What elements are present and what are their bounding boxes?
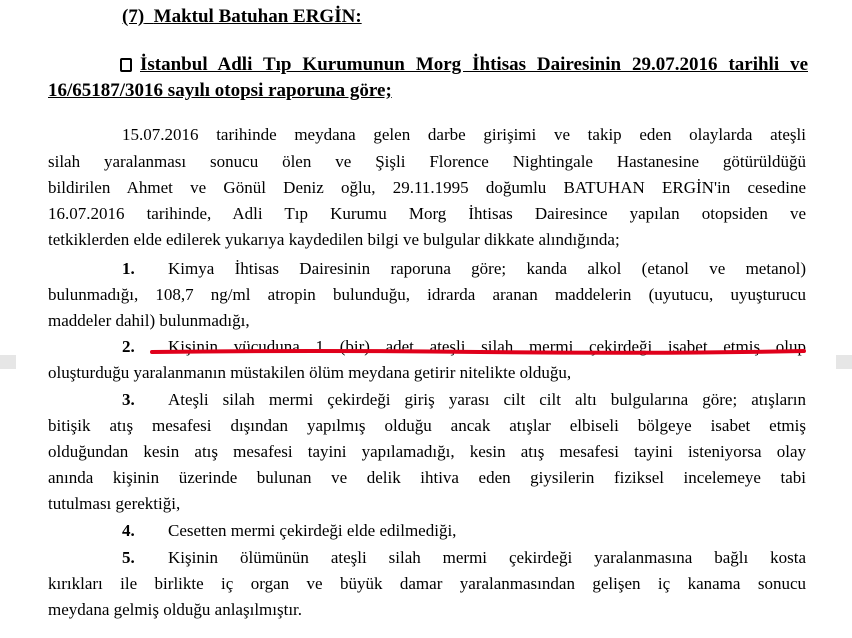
item-3-first-line: Ateşli silah mermi çekirdeği giriş yarası cilt cilt altı bulgularına göre; atışların (168, 390, 806, 409)
subheading-line-2: 16/65187/3016 sayılı otopsi raporuna göre; (48, 80, 392, 101)
item-2-line-2: oluşturduğu yaralanmanın müstakilen ölüm meydana getirir nitelikte olduğu, (48, 363, 572, 382)
item-1-line-2: bulunmadığı, 108,7 ng/ml atropin bulunduğu, idrarda aranan maddelerin (uyutucu, uyuşturucu (48, 285, 806, 304)
item-1-number: 1. (122, 259, 135, 278)
item-3-line-5: tutulması gerektiği, (48, 494, 181, 513)
intro-line-1: 15.07.2016 tarihinde meydana gelen darbe girişimi ve takip eden olaylarda ateşli (122, 125, 806, 144)
left-scroll-edge (0, 355, 16, 369)
item-5-line-3: meydana gelmiş olduğu anlaşılmıştır. (48, 600, 303, 619)
item-5-line-2: kırıkları ile birlikte iç organ ve büyük damar yaralanmasından gelişen iç kanama sonucu (48, 574, 806, 593)
item-3-line-3: olduğundan kesin atış mesafesi tayini yapılamadığı, kesin atış mesafesi tayini isteniyorsa olay (48, 442, 806, 461)
item-2-first-line: Kişinin vücuduna 1 (bir) adet ateşli silah mermi çekirdeği isabet etmiş olup (168, 337, 806, 356)
checkbox-icon (120, 58, 132, 72)
item-3-line-2: bitişik atış mesafesi dışından yapılmış olduğu ancak atışlar elbiseli bölgeye isabet etmiş (48, 416, 806, 435)
subheading-line-1 (48, 52, 808, 78)
item-5-number: 5. (122, 548, 135, 567)
item-2-number: 2. (122, 337, 135, 356)
section-title: Maktul Batuhan ERGİN: (153, 6, 362, 27)
intro-line-2: silah yaralanması sonucu ölen ve Şişli Florence Nightingale Hastanesine götürüldüğü (48, 152, 806, 171)
intro-line-3: bildirilen Ahmet ve Gönül Deniz oğlu, 29.11.1995 doğumlu BATUHAN ERGİN'in cesedine (48, 178, 806, 197)
subheading-text-1: İstanbul Adli Tıp Kurumunun Morg İhtisas Dairesinin 29.07.2016 tarihli ve (140, 54, 808, 75)
red-annotation-underline (150, 347, 806, 356)
report-subheading (48, 52, 808, 104)
intro-line-4: 16.07.2016 tarihinde, Adli Tıp Kurumu Morg İhtisas Dairesince yapılan otopsiden ve (48, 204, 806, 223)
section-number: (7) (122, 6, 145, 27)
item-1-first-line: Kimya İhtisas Dairesinin raporuna göre; kanda alkol (etanol ve metanol) (168, 259, 806, 278)
item-5-first-line: Kişinin ölümünün ateşli silah mermi çekirdeği yaralanmasına bağlı kosta (168, 548, 806, 567)
intro-line-5: tetkiklerden elde edilerek yukarıya kaydedilen bilgi ve bulgular dikkate alındığında; (48, 230, 620, 249)
item-4-number: 4. (122, 521, 135, 540)
item-3-line-4: anında kişinin üzerinde bulunan ve delik ihtiva eden giysilerin fiziksel incelemeye tabi (48, 468, 806, 487)
item-4-first-line: Cesetten mermi çekirdeği elde edilmediği, (168, 521, 457, 540)
item-3-number: 3. (122, 390, 135, 409)
right-scroll-edge (836, 355, 852, 369)
item-1-line-3: maddeler dahil) bulunmadığı, (48, 311, 250, 330)
section-heading (122, 6, 362, 28)
